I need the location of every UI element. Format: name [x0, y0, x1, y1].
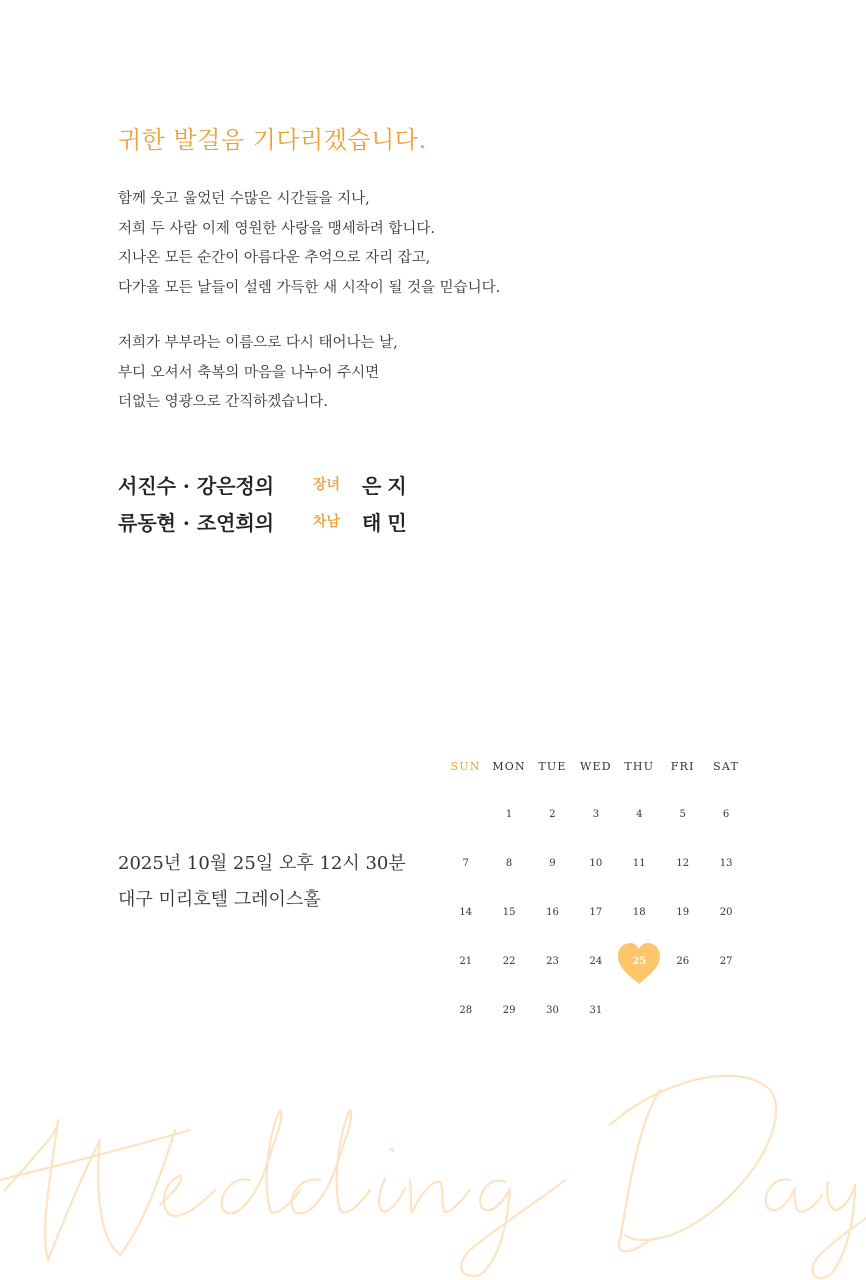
event-info [118, 846, 406, 918]
groom-name: 태민 [362, 511, 413, 535]
calendar-day: 21 [459, 956, 473, 967]
calendar-day: 10 [589, 858, 603, 869]
calendar-day: 23 [546, 956, 559, 967]
message-line: 함께 웃고 울었던 수많은 시간들을 지나, [118, 191, 370, 207]
calendar-day: 5 [679, 809, 686, 820]
calendar-day: 1 [505, 809, 513, 820]
calendar-day: 22 [502, 956, 516, 967]
calendar-grid [444, 808, 748, 1068]
calendar-day: 28 [459, 1005, 473, 1016]
wedding-day-script-decoration [0, 1030, 866, 1280]
calendar-day: 14 [459, 907, 473, 918]
weekday-fri: FRI [670, 760, 695, 773]
bride-name: 은지 [362, 474, 413, 498]
message-line: 지나온 모든 순간이 아름다운 추억으로 자리 잡고, [118, 250, 431, 266]
calendar-day: 6 [722, 809, 730, 820]
calendar-day: 4 [636, 809, 643, 820]
calendar-day: 26 [676, 956, 690, 967]
message-line: 부디 오셔서 축복의 마음을 나누어 주시면 [118, 364, 380, 381]
invitation-heading: 귀한 발걸음 기다리겠습니다. [118, 126, 427, 154]
calendar-day: 19 [676, 907, 690, 918]
event-venue: 대구 미리호텔 그레이스홀 [118, 889, 321, 910]
calendar-weekday-header [444, 760, 748, 780]
calendar-day-highlighted: 25 [632, 956, 647, 967]
weekday-sun: SUN [450, 760, 481, 773]
calendar-day: 31 [589, 1005, 603, 1016]
calendar-day: 2 [549, 809, 556, 820]
groom-parents: 류동현 · 조연희의 [118, 511, 275, 535]
message-line: 저희 두 사람 이제 영원한 사랑을 맹세하려 합니다. [118, 220, 436, 237]
message-paragraph-1 [118, 185, 500, 303]
groom-relation: 차남 [313, 514, 341, 530]
calendar-day: 9 [549, 858, 556, 869]
message-line: 다가올 모든 날들이 설렘 가득한 새 시작이 될 것을 믿습니다. [118, 279, 501, 296]
bride-relation: 장녀 [313, 477, 341, 493]
weekday-tue: TUE [538, 760, 567, 773]
calendar-day: 18 [632, 907, 646, 918]
calendar-day: 24 [589, 956, 603, 967]
calendar-day: 30 [546, 1005, 559, 1016]
message-line: 더없는 영광으로 간직하겠습니다. [118, 394, 328, 410]
calendar-day: 8 [505, 858, 513, 869]
calendar-day: 29 [502, 1005, 516, 1016]
calendar-day: 17 [589, 907, 603, 918]
calendar-day: 7 [462, 858, 469, 869]
calendar-day: 27 [719, 956, 733, 967]
message-line: 저희가 부부라는 이름으로 다시 태어나는 날, [118, 335, 398, 351]
weekday-sat: SAT [713, 760, 739, 773]
weekday-thu: THU [624, 760, 655, 773]
weekday-wed: WED [580, 760, 612, 773]
calendar-day: 16 [546, 907, 559, 918]
calendar-day: 13 [719, 858, 733, 869]
bride-parents: 서진수 · 강은정의 [118, 474, 275, 498]
calendar-day: 20 [719, 907, 733, 918]
calendar-day: 15 [502, 907, 516, 918]
message-paragraph-2 [118, 329, 398, 418]
calendar-day: 3 [592, 809, 600, 820]
weekday-mon: MON [492, 760, 526, 773]
calendar-day: 11 [632, 858, 646, 869]
event-datetime: 2025년 10월 25일 오후 12시 30분 [118, 853, 406, 874]
calendar-day: 12 [676, 858, 690, 869]
